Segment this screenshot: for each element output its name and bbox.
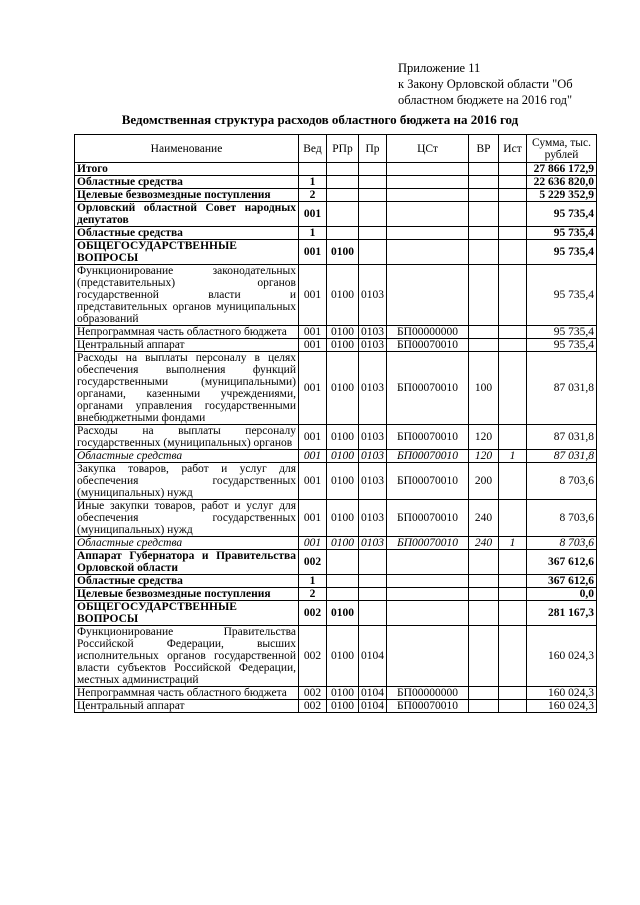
cell-sum: 95 735,4 xyxy=(527,339,597,352)
cell-pr xyxy=(359,163,387,176)
cell-ist xyxy=(499,425,527,450)
cell-vr xyxy=(469,601,499,626)
cell-pr xyxy=(359,575,387,588)
cell-vr xyxy=(469,700,499,713)
cell-ist xyxy=(499,626,527,687)
cell-vr: 120 xyxy=(469,425,499,450)
cell-sum: 87 031,8 xyxy=(527,425,597,450)
table-row xyxy=(75,240,597,265)
cell-sum: 367 612,6 xyxy=(527,575,597,588)
cell-pr xyxy=(359,227,387,240)
cell-ist xyxy=(499,189,527,202)
cell-sum: 95 735,4 xyxy=(527,227,597,240)
cell-sum: 8 703,6 xyxy=(527,537,597,550)
cell-ist: 1 xyxy=(499,450,527,463)
cell-name: Непрограммная часть областного бюджета xyxy=(75,687,299,700)
cell-rpr: 0100 xyxy=(327,700,359,713)
cell-sum: 27 866 172,9 xyxy=(527,163,597,176)
cell-name: Аппарат Губернатора и Правительства Орловской области xyxy=(75,550,299,575)
cell-ved: 002 xyxy=(299,700,327,713)
table-row xyxy=(75,189,597,202)
cell-name: Областные средства xyxy=(75,575,299,588)
header-ved: Вед xyxy=(299,135,327,163)
cell-rpr: 0100 xyxy=(327,265,359,326)
cell-ist xyxy=(499,339,527,352)
cell-rpr: 0100 xyxy=(327,687,359,700)
table-row xyxy=(75,588,597,601)
cell-pr: 0103 xyxy=(359,326,387,339)
table-header-row xyxy=(75,135,597,163)
header-rpr: РПр xyxy=(327,135,359,163)
cell-ved xyxy=(299,163,327,176)
cell-rpr xyxy=(327,189,359,202)
cell-name: Целевые безвозмездные поступления xyxy=(75,588,299,601)
cell-ved: 2 xyxy=(299,588,327,601)
cell-rpr: 0100 xyxy=(327,537,359,550)
cell-pr: 0103 xyxy=(359,463,387,500)
cell-ved: 001 xyxy=(299,339,327,352)
cell-vr xyxy=(469,240,499,265)
table-row xyxy=(75,550,597,575)
cell-ved: 002 xyxy=(299,601,327,626)
cell-vr xyxy=(469,227,499,240)
cell-ved: 002 xyxy=(299,550,327,575)
cell-ist xyxy=(499,163,527,176)
cell-sum: 160 024,3 xyxy=(527,687,597,700)
cell-rpr: 0100 xyxy=(327,463,359,500)
cell-vr: 200 xyxy=(469,463,499,500)
cell-pr: 0103 xyxy=(359,500,387,537)
budget-table xyxy=(74,134,597,713)
cell-vr xyxy=(469,550,499,575)
cell-ist xyxy=(499,202,527,227)
table-body xyxy=(75,163,597,713)
table-row xyxy=(75,626,597,687)
cell-name: Центральный аппарат xyxy=(75,700,299,713)
cell-cst: БП00070010 xyxy=(387,425,469,450)
cell-pr xyxy=(359,176,387,189)
cell-vr: 120 xyxy=(469,450,499,463)
cell-ved: 1 xyxy=(299,575,327,588)
cell-ved: 1 xyxy=(299,176,327,189)
table-row xyxy=(75,575,597,588)
cell-name: ОБЩЕГОСУДАРСТВЕННЫЕ ВОПРОСЫ xyxy=(75,601,299,626)
cell-rpr: 0100 xyxy=(327,500,359,537)
appendix-note xyxy=(398,60,594,108)
cell-sum: 160 024,3 xyxy=(527,626,597,687)
cell-cst: БП00070010 xyxy=(387,339,469,352)
table-row xyxy=(75,326,597,339)
header-sum: Сумма, тыс. рублей xyxy=(527,135,597,163)
cell-name: Областные средства xyxy=(75,537,299,550)
cell-sum: 95 735,4 xyxy=(527,240,597,265)
cell-vr xyxy=(469,265,499,326)
cell-ist xyxy=(499,352,527,425)
cell-sum: 95 735,4 xyxy=(527,202,597,227)
cell-pr: 0103 xyxy=(359,265,387,326)
table-row xyxy=(75,202,597,227)
cell-name: Расходы на выплаты персоналу государственных (муниципальных) органов xyxy=(75,425,299,450)
cell-pr xyxy=(359,240,387,265)
cell-name: Центральный аппарат xyxy=(75,339,299,352)
cell-ist xyxy=(499,575,527,588)
cell-rpr xyxy=(327,575,359,588)
cell-ist xyxy=(499,687,527,700)
cell-ved: 001 xyxy=(299,500,327,537)
cell-rpr: 0100 xyxy=(327,425,359,450)
cell-vr: 240 xyxy=(469,537,499,550)
cell-name: Функционирование Правительства Российской Федерации, высших исполнительных органов государственной власти субъектов Российской Федерации, местных администраций xyxy=(75,626,299,687)
cell-cst xyxy=(387,202,469,227)
header-name: Наименование xyxy=(75,135,299,163)
cell-rpr xyxy=(327,176,359,189)
cell-ved: 002 xyxy=(299,687,327,700)
cell-ved: 001 xyxy=(299,450,327,463)
cell-vr: 240 xyxy=(469,500,499,537)
appendix-line: Приложение 11 xyxy=(398,61,481,75)
cell-cst: БП00070010 xyxy=(387,700,469,713)
cell-pr: 0104 xyxy=(359,700,387,713)
cell-cst xyxy=(387,550,469,575)
cell-cst: БП00000000 xyxy=(387,326,469,339)
cell-pr: 0104 xyxy=(359,687,387,700)
cell-pr: 0103 xyxy=(359,352,387,425)
cell-ved: 001 xyxy=(299,537,327,550)
cell-rpr xyxy=(327,163,359,176)
cell-cst xyxy=(387,163,469,176)
table-row xyxy=(75,463,597,500)
table-row xyxy=(75,339,597,352)
cell-pr xyxy=(359,202,387,227)
cell-rpr: 0100 xyxy=(327,352,359,425)
header-cst: ЦСт xyxy=(387,135,469,163)
cell-vr xyxy=(469,339,499,352)
cell-cst xyxy=(387,176,469,189)
cell-name: Закупка товаров, работ и услуг для обеспечения государственных (муниципальных) нужд xyxy=(75,463,299,500)
cell-rpr: 0100 xyxy=(327,240,359,265)
cell-cst xyxy=(387,626,469,687)
cell-pr: 0103 xyxy=(359,450,387,463)
cell-sum: 22 636 820,0 xyxy=(527,176,597,189)
cell-ved: 001 xyxy=(299,240,327,265)
cell-pr: 0103 xyxy=(359,339,387,352)
cell-ved: 1 xyxy=(299,227,327,240)
cell-vr xyxy=(469,189,499,202)
cell-ved: 001 xyxy=(299,326,327,339)
cell-ved: 001 xyxy=(299,265,327,326)
cell-ved: 001 xyxy=(299,352,327,425)
cell-sum: 5 229 352,9 xyxy=(527,189,597,202)
cell-rpr xyxy=(327,550,359,575)
cell-cst: БП00000000 xyxy=(387,687,469,700)
cell-pr xyxy=(359,601,387,626)
cell-sum: 281 167,3 xyxy=(527,601,597,626)
cell-name: Расходы на выплаты персоналу в целях обеспечения выполнения функций государственными (муниципальными) органами, казенными учреждениями, органами управления государственными внебюджетными фондами xyxy=(75,352,299,425)
table-row xyxy=(75,601,597,626)
cell-sum: 8 703,6 xyxy=(527,463,597,500)
cell-pr: 0104 xyxy=(359,626,387,687)
cell-rpr xyxy=(327,202,359,227)
table-row xyxy=(75,163,597,176)
cell-sum: 87 031,8 xyxy=(527,450,597,463)
header-ist: Ист xyxy=(499,135,527,163)
cell-cst: БП00070010 xyxy=(387,450,469,463)
cell-rpr: 0100 xyxy=(327,626,359,687)
cell-cst: БП00070010 xyxy=(387,352,469,425)
cell-name: Областные средства xyxy=(75,227,299,240)
cell-ist xyxy=(499,326,527,339)
cell-vr: 100 xyxy=(469,352,499,425)
cell-rpr: 0100 xyxy=(327,450,359,463)
cell-vr xyxy=(469,687,499,700)
cell-sum: 95 735,4 xyxy=(527,326,597,339)
table-row xyxy=(75,425,597,450)
table-row xyxy=(75,450,597,463)
cell-ved: 001 xyxy=(299,202,327,227)
cell-ist xyxy=(499,227,527,240)
table-row xyxy=(75,700,597,713)
cell-cst xyxy=(387,588,469,601)
cell-rpr xyxy=(327,588,359,601)
cell-cst xyxy=(387,227,469,240)
cell-pr xyxy=(359,588,387,601)
cell-name: Итого xyxy=(75,163,299,176)
document-title: Ведомственная структура расходов областного бюджета на 2016 год xyxy=(121,112,519,127)
cell-cst: БП00070010 xyxy=(387,537,469,550)
cell-name: Областные средства xyxy=(75,450,299,463)
cell-rpr: 0100 xyxy=(327,339,359,352)
cell-cst xyxy=(387,240,469,265)
cell-pr xyxy=(359,550,387,575)
cell-cst xyxy=(387,601,469,626)
cell-sum: 367 612,6 xyxy=(527,550,597,575)
cell-name: Функционирование законодательных (представительных) органов государственной власти и представительных органов муниципальных образований xyxy=(75,265,299,326)
cell-rpr: 0100 xyxy=(327,601,359,626)
cell-sum: 160 024,3 xyxy=(527,700,597,713)
cell-cst: БП00070010 xyxy=(387,500,469,537)
cell-vr xyxy=(469,326,499,339)
cell-ist xyxy=(499,588,527,601)
cell-ist: 1 xyxy=(499,537,527,550)
cell-pr xyxy=(359,189,387,202)
cell-ist xyxy=(499,601,527,626)
cell-ist xyxy=(499,700,527,713)
cell-ist xyxy=(499,500,527,537)
cell-vr xyxy=(469,626,499,687)
appendix-line: областном бюджете на 2016 год" xyxy=(398,93,573,107)
cell-ist xyxy=(499,550,527,575)
cell-ved: 001 xyxy=(299,425,327,450)
cell-vr xyxy=(469,176,499,189)
cell-name: Областные средства xyxy=(75,176,299,189)
cell-vr xyxy=(469,163,499,176)
cell-rpr: 0100 xyxy=(327,326,359,339)
cell-ist xyxy=(499,240,527,265)
cell-sum: 8 703,6 xyxy=(527,500,597,537)
cell-ist xyxy=(499,176,527,189)
cell-pr: 0103 xyxy=(359,425,387,450)
cell-name: Непрограммная часть областного бюджета xyxy=(75,326,299,339)
appendix-line: к Закону Орловской области "Об xyxy=(398,77,573,91)
cell-vr xyxy=(469,202,499,227)
cell-ved: 2 xyxy=(299,189,327,202)
cell-cst xyxy=(387,265,469,326)
cell-vr xyxy=(469,575,499,588)
cell-name: ОБЩЕГОСУДАРСТВЕННЫЕ ВОПРОСЫ xyxy=(75,240,299,265)
cell-name: Иные закупки товаров, работ и услуг для обеспечения государственных (муниципальных) нужд xyxy=(75,500,299,537)
cell-cst: БП00070010 xyxy=(387,463,469,500)
cell-sum: 87 031,8 xyxy=(527,352,597,425)
table-row xyxy=(75,176,597,189)
header-vr: ВР xyxy=(469,135,499,163)
cell-ist xyxy=(499,265,527,326)
cell-sum: 0,0 xyxy=(527,588,597,601)
table-row xyxy=(75,265,597,326)
cell-ved: 001 xyxy=(299,463,327,500)
cell-cst xyxy=(387,189,469,202)
table-row xyxy=(75,537,597,550)
table-row xyxy=(75,227,597,240)
table-row xyxy=(75,687,597,700)
cell-name: Орловский областной Совет народных депутатов xyxy=(75,202,299,227)
cell-ved: 002 xyxy=(299,626,327,687)
table-row xyxy=(75,500,597,537)
table-row xyxy=(75,352,597,425)
cell-name: Целевые безвозмездные поступления xyxy=(75,189,299,202)
cell-rpr xyxy=(327,227,359,240)
cell-cst xyxy=(387,575,469,588)
header-pr: Пр xyxy=(359,135,387,163)
cell-sum: 95 735,4 xyxy=(527,265,597,326)
cell-vr xyxy=(469,588,499,601)
cell-pr: 0103 xyxy=(359,537,387,550)
cell-ist xyxy=(499,463,527,500)
